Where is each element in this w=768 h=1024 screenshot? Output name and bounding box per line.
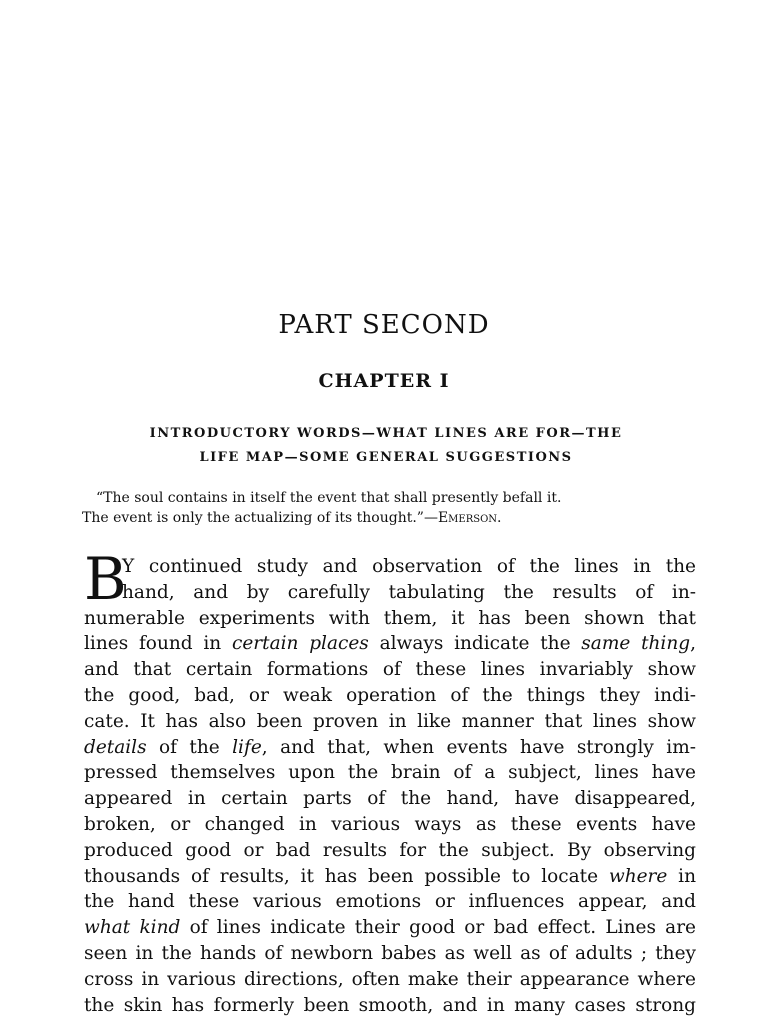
epigraph-line-2-text: The event is only the actualizing of its thought.”— <box>82 510 438 526</box>
body-line <box>84 993 696 1019</box>
body-line <box>84 864 696 890</box>
text-run: the hand these various emotions or influences appear, and <box>84 891 696 913</box>
body-line <box>84 631 696 657</box>
text-run: and that certain formations of these lines invariably show <box>84 659 696 681</box>
body-line <box>84 554 696 580</box>
italic-phrase: details <box>84 736 147 758</box>
text-run: lines found in <box>84 633 232 655</box>
text-run: seen in the hands of newborn babes as well as of adults ; they <box>84 942 696 964</box>
part-title: PART SECOND <box>278 310 490 340</box>
body-line <box>84 683 696 709</box>
chapter-subtitle-line-1: INTRODUCTORY WORDS—WHAT LINES ARE FOR—THE <box>149 426 623 441</box>
body-line <box>84 941 696 967</box>
body-line <box>84 606 696 632</box>
italic-phrase: where <box>608 865 668 887</box>
italic-phrase: same thing <box>581 633 691 655</box>
text-run: appeared in certain parts of the hand, have disappeared, <box>84 788 696 810</box>
body-line <box>84 657 696 683</box>
body-line <box>84 967 696 993</box>
italic-phrase: life <box>232 736 262 758</box>
text-run: numerable experiments with them, it has been shown that <box>84 607 696 629</box>
chapter-subtitle-line-2: LIFE MAP—SOME GENERAL SUGGESTIONS <box>199 450 573 465</box>
text-run: in <box>667 865 697 887</box>
epigraph-author: Emerson. <box>437 510 502 526</box>
text-run: the skin has formerly been smooth, and in many cases strong <box>84 994 696 1016</box>
body-line <box>84 786 696 812</box>
text-run: always indicate the <box>368 633 582 655</box>
text-run: pressed themselves upon the brain of a subject, lines have <box>84 762 696 784</box>
text-run: , and that, when events have strongly im- <box>261 736 696 758</box>
text-run: Y continued study and observation of the lines in the <box>122 556 696 577</box>
italic-phrase: what kind <box>84 917 181 939</box>
text-run: broken, or changed in various ways as these events have <box>84 813 696 835</box>
text-run: of the <box>146 736 233 758</box>
text-run: produced good or bad results for the subject. By observing <box>84 839 696 861</box>
body-line <box>84 838 696 864</box>
body-line <box>84 889 696 915</box>
chapter-subtitle <box>100 422 672 470</box>
text-run: of lines indicate their good or bad effect. Lines are <box>180 917 697 939</box>
body-line <box>84 580 696 606</box>
body-line <box>84 709 696 735</box>
epigraph-line-2 <box>82 508 696 528</box>
body-line <box>84 915 696 941</box>
body-line <box>84 760 696 786</box>
text-run: , <box>690 633 696 655</box>
drop-cap: B <box>84 545 127 613</box>
text-run: cross in various directions, often make their appearance where <box>84 968 696 990</box>
body-line <box>84 735 696 761</box>
text-run: cate. It has also been proven in like manner that lines show <box>84 710 696 732</box>
epigraph <box>82 488 696 528</box>
body-paragraph <box>84 554 696 1018</box>
body-line <box>84 812 696 838</box>
chapter-title: CHAPTER I <box>318 370 450 392</box>
text-run: the good, bad, or weak operation of the things they indi- <box>84 684 696 706</box>
italic-phrase: certain places <box>231 633 369 655</box>
text-run: hand, and by carefully tabulating the results of in- <box>122 581 696 603</box>
epigraph-line-1: “The soul contains in itself the event that shall presently befall it. <box>96 490 562 506</box>
text-run: thousands of results, it has been possible to locate <box>84 865 609 887</box>
